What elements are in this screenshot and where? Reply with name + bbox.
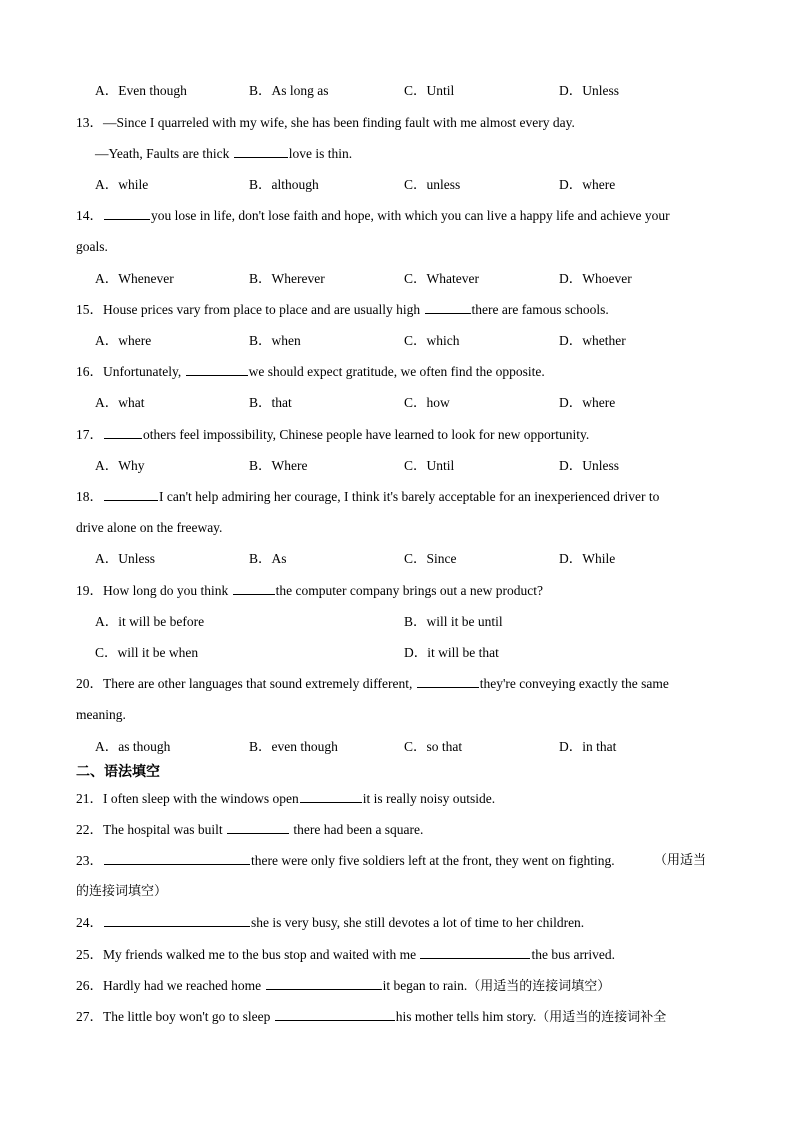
- q20-text-a: 20．There are other languages that sound extremely different,: [76, 676, 416, 691]
- q18-prompt-line1: [76, 488, 659, 506]
- q26-note: （用适当的连接词填空）: [467, 979, 611, 994]
- q26-text-b: it began to rain.: [382, 978, 468, 993]
- q15-prompt: [76, 301, 609, 319]
- q23-number: 23．: [76, 853, 103, 868]
- q13-prompt-line2: [95, 145, 352, 163]
- q14-prompt-line1: [76, 207, 670, 225]
- q15-option-b[interactable]: B．when: [249, 333, 301, 348]
- q19-option-d[interactable]: D．it will be that: [404, 645, 499, 660]
- q20-prompt-line2: meaning.: [76, 707, 126, 722]
- q12-option-b[interactable]: B．As long as: [249, 83, 329, 98]
- q16-option-a[interactable]: A．what: [95, 395, 145, 410]
- q19-option-a[interactable]: A．it will be before: [95, 614, 205, 629]
- q18-option-b[interactable]: B．As: [249, 551, 287, 566]
- q17-number: 17．: [76, 427, 103, 442]
- q13-option-c[interactable]: C．unless: [404, 177, 461, 192]
- q14-option-a[interactable]: A．Whenever: [95, 271, 174, 286]
- q13-prompt-line1: 13．—Since I quarreled with my wife, she has been finding fault with me almost every day.: [76, 115, 575, 130]
- q26-prompt: [76, 977, 610, 996]
- q27-text-b: his mother tells him story.: [395, 1009, 537, 1024]
- q18-text-a: I can't help admiring her courage, I think it's barely acceptable for an inexperienced driver to: [159, 489, 660, 504]
- q22-text-a: 22．The hospital was built: [76, 822, 226, 837]
- q19-text-a: 19．How long do you think: [76, 583, 232, 598]
- q16-option-d[interactable]: D．where: [559, 395, 616, 410]
- q17-text-b: others feel impossibility, Chinese people have learned to look for new opportunity.: [143, 427, 590, 442]
- q24-blank[interactable]: [104, 914, 250, 927]
- q19-blank[interactable]: [233, 582, 275, 595]
- q21-prompt: [76, 790, 495, 808]
- q18-option-c[interactable]: C．Since: [404, 551, 457, 566]
- q27-note: （用适当的连接词补全: [536, 1010, 667, 1025]
- q27-blank[interactable]: [275, 1008, 395, 1021]
- q21-text-b: it is really noisy outside.: [362, 791, 496, 806]
- q20-option-c[interactable]: C．so that: [404, 739, 463, 754]
- q13-text-a: —Yeath, Faults are thick: [95, 146, 233, 161]
- q15-option-a[interactable]: A．where: [95, 333, 152, 348]
- q24-number: 24．: [76, 915, 103, 930]
- q27-text-a: 27．The little boy won't go to sleep: [76, 1009, 274, 1024]
- q24-text-b: she is very busy, she still devotes a lot of time to her children.: [251, 915, 585, 930]
- q17-option-c[interactable]: C．Until: [404, 458, 455, 473]
- q15-text-a: 15．House prices vary from place to place and are usually high: [76, 302, 424, 317]
- q13-option-d[interactable]: D．where: [559, 177, 616, 192]
- q26-blank[interactable]: [266, 977, 382, 990]
- q14-option-b[interactable]: B．Wherever: [249, 271, 325, 286]
- section-heading-grammar-fill: 二、语法填空: [76, 764, 160, 780]
- q25-text-b: the bus arrived.: [531, 947, 616, 962]
- q15-option-c[interactable]: C．which: [404, 333, 460, 348]
- q16-text-b: we should expect gratitude, we often find the opposite.: [248, 364, 545, 379]
- q20-option-b[interactable]: B．even though: [249, 739, 338, 754]
- q18-option-a[interactable]: A．Unless: [95, 551, 155, 566]
- q20-text-b: they're conveying exactly the same: [479, 676, 669, 691]
- q16-option-b[interactable]: B．that: [249, 395, 292, 410]
- q23-text-b: there were only five soldiers left at the front, they went on fighting.: [251, 853, 615, 868]
- q12-option-d[interactable]: D．Unless: [559, 83, 619, 98]
- q17-prompt: [76, 426, 589, 444]
- q20-blank[interactable]: [417, 675, 479, 688]
- q23-blank[interactable]: [104, 852, 250, 865]
- q13-text-b: love is thin.: [288, 146, 353, 161]
- q23-note-line2: 的连接词填空）: [76, 884, 168, 899]
- q15-option-d[interactable]: D．whether: [559, 333, 626, 348]
- q17-option-b[interactable]: B．Where: [249, 458, 308, 473]
- q18-option-d[interactable]: D．While: [559, 551, 616, 566]
- q22-prompt: [76, 821, 423, 839]
- q16-text-a: 16．Unfortunately,: [76, 364, 185, 379]
- q22-blank[interactable]: [227, 821, 289, 834]
- q25-prompt: [76, 946, 615, 964]
- q17-blank[interactable]: [104, 426, 142, 439]
- q14-option-c[interactable]: C．Whatever: [404, 271, 479, 286]
- q12-option-c[interactable]: C．Until: [404, 83, 455, 98]
- q23-prompt-line1: [76, 852, 615, 870]
- q15-text-b: there are famous schools.: [471, 302, 609, 317]
- q20-option-a[interactable]: A．as though: [95, 739, 171, 754]
- q16-option-c[interactable]: C．how: [404, 395, 450, 410]
- q19-prompt: [76, 582, 543, 600]
- q24-prompt: [76, 914, 584, 932]
- q14-text-a: you lose in life, don't lose faith and hope, with which you can live a happy life and achieve your: [151, 208, 670, 223]
- q14-number: 14．: [76, 208, 103, 223]
- q15-blank[interactable]: [425, 301, 471, 314]
- q14-blank[interactable]: [104, 207, 150, 220]
- q17-option-a[interactable]: A．Why: [95, 458, 145, 473]
- q12-option-a[interactable]: A．Even though: [95, 83, 187, 98]
- q23-note-line1: （用适当: [654, 853, 707, 868]
- q22-text-b: there had been a square.: [289, 822, 424, 837]
- q19-text-b: the computer company brings out a new product?: [275, 583, 543, 598]
- q17-option-d[interactable]: D．Unless: [559, 458, 619, 473]
- q14-option-d[interactable]: D．Whoever: [559, 271, 632, 286]
- q18-number: 18．: [76, 489, 103, 504]
- q13-option-b[interactable]: B．although: [249, 177, 319, 192]
- q26-text-a: 26．Hardly had we reached home: [76, 978, 265, 993]
- q16-blank[interactable]: [186, 363, 248, 376]
- q25-text-a: 25．My friends walked me to the bus stop and waited with me: [76, 947, 420, 962]
- q21-text-a: 21．I often sleep with the windows open: [76, 791, 299, 806]
- q21-blank[interactable]: [300, 790, 362, 803]
- q19-option-b[interactable]: B．will it be until: [404, 614, 503, 629]
- q13-option-a[interactable]: A．while: [95, 177, 149, 192]
- q25-blank[interactable]: [420, 946, 530, 959]
- q19-option-c[interactable]: C．will it be when: [95, 645, 199, 660]
- q18-blank[interactable]: [104, 488, 158, 501]
- q16-prompt: [76, 363, 545, 381]
- q14-prompt-line2: goals.: [76, 239, 108, 254]
- q27-prompt: [76, 1008, 666, 1027]
- q20-option-d[interactable]: D．in that: [559, 739, 617, 754]
- q18-prompt-line2: drive alone on the freeway.: [76, 520, 223, 535]
- q13-blank[interactable]: [234, 145, 288, 158]
- q20-prompt-line1: [76, 675, 669, 693]
